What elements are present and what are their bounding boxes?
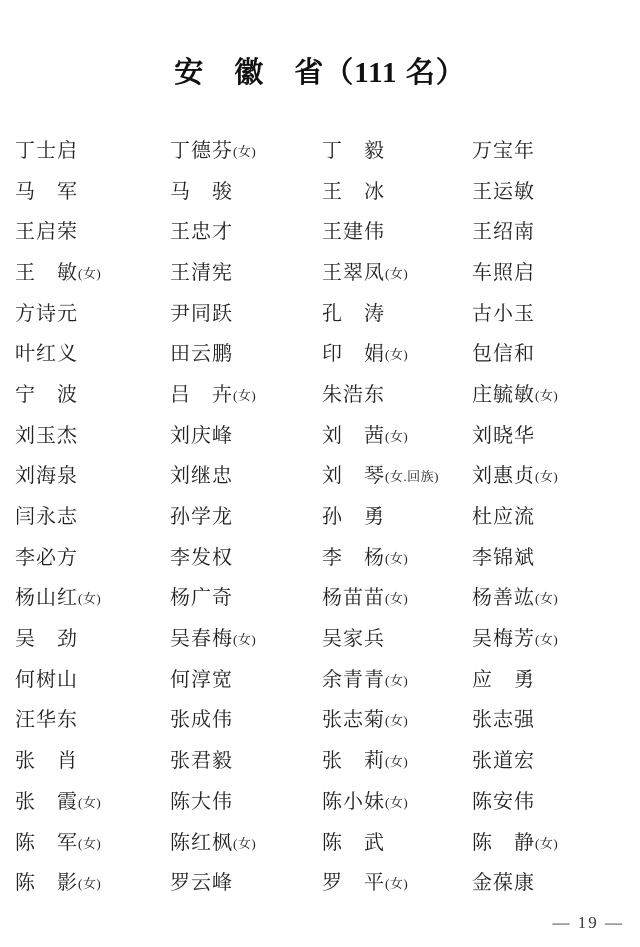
person-name: 杨山红 bbox=[15, 587, 78, 610]
person-name: 王 冰 bbox=[322, 180, 385, 203]
gender-note: (女) bbox=[385, 672, 409, 688]
name-entry bbox=[170, 209, 322, 250]
person-name: 方诗元 bbox=[15, 302, 78, 325]
name-entry bbox=[472, 535, 620, 576]
person-name: 闫永志 bbox=[15, 506, 78, 529]
gender-note: (女) bbox=[233, 632, 257, 648]
person-name: 张君毅 bbox=[170, 750, 233, 773]
name-entry bbox=[322, 738, 472, 779]
name-entry bbox=[322, 209, 472, 250]
person-name: 张志强 bbox=[472, 709, 535, 732]
gender-note: (女) bbox=[385, 428, 409, 444]
gender-note: (女) bbox=[385, 754, 409, 770]
person-name: 张 莉 bbox=[322, 750, 385, 773]
person-name: 丁德芬 bbox=[170, 139, 233, 162]
person-name: 陈大伟 bbox=[170, 790, 233, 813]
page-title: 安 徽 省（111 名） bbox=[174, 57, 466, 89]
person-name: 丁士启 bbox=[15, 139, 78, 162]
name-entry bbox=[472, 738, 620, 779]
person-name: 罗 平 bbox=[322, 872, 385, 895]
name-entry bbox=[322, 535, 472, 576]
person-name: 庄毓敏 bbox=[472, 383, 535, 406]
person-name: 应 勇 bbox=[472, 668, 535, 691]
gender-note: (女) bbox=[78, 591, 102, 607]
name-entry bbox=[15, 372, 170, 413]
person-name: 张 肖 bbox=[15, 750, 78, 773]
person-name: 王启荣 bbox=[15, 221, 78, 244]
name-entry bbox=[322, 250, 472, 291]
person-name: 吴梅芳 bbox=[472, 628, 535, 651]
person-name: 王清宪 bbox=[170, 261, 233, 284]
gender-note: (女) bbox=[233, 143, 257, 159]
person-name: 陈小妹 bbox=[322, 790, 385, 813]
person-name: 汪华东 bbox=[15, 709, 78, 732]
name-entry bbox=[322, 820, 472, 861]
name-entry bbox=[472, 209, 620, 250]
name-entry bbox=[472, 616, 620, 657]
name-entry bbox=[170, 820, 322, 861]
gender-note: (女) bbox=[535, 591, 559, 607]
name-entry bbox=[15, 779, 170, 820]
person-name: 包信和 bbox=[472, 343, 535, 366]
person-name: 吕 卉 bbox=[170, 383, 233, 406]
person-name: 刘玉杰 bbox=[15, 424, 78, 447]
name-entry bbox=[472, 454, 620, 495]
person-name: 杨苗苗 bbox=[322, 587, 385, 610]
gender-note: (女) bbox=[78, 835, 102, 851]
name-entry bbox=[472, 413, 620, 454]
person-name: 陈 影 bbox=[15, 872, 78, 895]
person-name: 李发权 bbox=[170, 546, 233, 569]
person-name: 孙学龙 bbox=[170, 506, 233, 529]
name-entry bbox=[472, 576, 620, 617]
person-name: 刘 茜 bbox=[322, 424, 385, 447]
person-name: 马 骏 bbox=[170, 180, 233, 203]
name-entry bbox=[15, 860, 170, 901]
gender-note: (女) bbox=[535, 835, 559, 851]
person-name: 马 军 bbox=[15, 180, 78, 203]
person-name: 孙 勇 bbox=[322, 506, 385, 529]
person-name: 尹同跃 bbox=[170, 302, 233, 325]
gender-note: (女) bbox=[385, 347, 409, 363]
person-name: 田云鹏 bbox=[170, 343, 233, 366]
person-name: 何树山 bbox=[15, 668, 78, 691]
person-name: 李锦斌 bbox=[472, 546, 535, 569]
name-entry bbox=[472, 291, 620, 332]
person-name: 王忠才 bbox=[170, 221, 233, 244]
name-entry bbox=[322, 128, 472, 169]
name-entry bbox=[170, 372, 322, 413]
gender-note: (女) bbox=[385, 876, 409, 892]
name-entry bbox=[15, 535, 170, 576]
gender-note: (女) bbox=[78, 794, 102, 810]
name-entry bbox=[15, 250, 170, 291]
person-name: 吴 劲 bbox=[15, 628, 78, 651]
name-entry bbox=[170, 616, 322, 657]
name-entry bbox=[15, 698, 170, 739]
person-name: 张志菊 bbox=[322, 709, 385, 732]
name-entry bbox=[170, 698, 322, 739]
person-name: 金葆康 bbox=[472, 872, 535, 895]
name-entry bbox=[15, 820, 170, 861]
name-entry bbox=[322, 331, 472, 372]
person-name: 王 敏 bbox=[15, 261, 78, 284]
name-entry bbox=[322, 860, 472, 901]
name-entry bbox=[15, 576, 170, 617]
person-name: 张道宏 bbox=[472, 750, 535, 773]
gender-note: (女) bbox=[385, 713, 409, 729]
name-entry bbox=[170, 250, 322, 291]
name-entry bbox=[170, 494, 322, 535]
name-entry bbox=[472, 372, 620, 413]
person-name: 王运敏 bbox=[472, 180, 535, 203]
name-entry bbox=[472, 657, 620, 698]
person-name: 刘 琴 bbox=[322, 465, 385, 488]
name-entry bbox=[322, 779, 472, 820]
person-name: 宁 波 bbox=[15, 383, 78, 406]
gender-note: (女) bbox=[233, 387, 257, 403]
name-entry bbox=[472, 331, 620, 372]
person-name: 陈安伟 bbox=[472, 790, 535, 813]
name-entry bbox=[472, 169, 620, 210]
person-name: 陈红枫 bbox=[170, 831, 233, 854]
name-entry bbox=[322, 576, 472, 617]
name-entry bbox=[322, 657, 472, 698]
person-name: 车照启 bbox=[472, 261, 535, 284]
name-entry bbox=[15, 454, 170, 495]
person-name: 丁 毅 bbox=[322, 139, 385, 162]
person-name: 王建伟 bbox=[322, 221, 385, 244]
name-entry bbox=[170, 657, 322, 698]
name-grid bbox=[15, 128, 620, 901]
gender-note: (女) bbox=[535, 632, 559, 648]
person-name: 刘晓华 bbox=[472, 424, 535, 447]
name-entry bbox=[170, 331, 322, 372]
name-entry bbox=[322, 169, 472, 210]
gender-note: (女) bbox=[385, 265, 409, 281]
person-name: 陈 静 bbox=[472, 831, 535, 854]
name-entry bbox=[472, 250, 620, 291]
name-entry bbox=[170, 860, 322, 901]
name-entry bbox=[15, 291, 170, 332]
person-name: 孔 涛 bbox=[322, 302, 385, 325]
name-entry bbox=[322, 372, 472, 413]
gender-note: (女) bbox=[385, 550, 409, 566]
name-entry bbox=[170, 128, 322, 169]
name-entry bbox=[472, 860, 620, 901]
name-entry bbox=[170, 576, 322, 617]
name-entry bbox=[322, 413, 472, 454]
name-entry bbox=[472, 698, 620, 739]
person-name: 王翠凤 bbox=[322, 261, 385, 284]
person-name: 叶红义 bbox=[15, 343, 78, 366]
person-name: 刘惠贞 bbox=[472, 465, 535, 488]
name-entry bbox=[170, 738, 322, 779]
person-name: 李必方 bbox=[15, 546, 78, 569]
name-entry bbox=[472, 128, 620, 169]
person-name: 李 杨 bbox=[322, 546, 385, 569]
person-name: 杨广奇 bbox=[170, 587, 233, 610]
person-name: 王绍南 bbox=[472, 221, 535, 244]
name-entry bbox=[322, 291, 472, 332]
name-entry bbox=[15, 738, 170, 779]
gender-note: (女) bbox=[535, 387, 559, 403]
person-name: 杜应流 bbox=[472, 506, 535, 529]
person-name: 余青青 bbox=[322, 668, 385, 691]
person-name: 陈 武 bbox=[322, 831, 385, 854]
person-name: 古小玉 bbox=[472, 302, 535, 325]
gender-note: (女) bbox=[78, 876, 102, 892]
gender-note: (女) bbox=[385, 591, 409, 607]
name-entry bbox=[472, 494, 620, 535]
person-name: 刘继忠 bbox=[170, 465, 233, 488]
person-name: 张 霞 bbox=[15, 790, 78, 813]
gender-note: (女) bbox=[535, 469, 559, 485]
name-entry bbox=[15, 169, 170, 210]
person-name: 罗云峰 bbox=[170, 872, 233, 895]
name-entry bbox=[170, 413, 322, 454]
person-name: 刘海泉 bbox=[15, 465, 78, 488]
person-name: 印 娟 bbox=[322, 343, 385, 366]
name-entry bbox=[170, 291, 322, 332]
person-name: 陈 军 bbox=[15, 831, 78, 854]
gender-note: (女) bbox=[78, 265, 102, 281]
gender-note: (女) bbox=[233, 835, 257, 851]
name-entry bbox=[170, 169, 322, 210]
person-name: 朱浩东 bbox=[322, 383, 385, 406]
person-name: 吴春梅 bbox=[170, 628, 233, 651]
gender-note: (女) bbox=[385, 794, 409, 810]
name-entry bbox=[15, 128, 170, 169]
name-entry bbox=[15, 413, 170, 454]
person-name: 万宝年 bbox=[472, 139, 535, 162]
gender-note: (女.回族) bbox=[385, 469, 439, 485]
name-entry bbox=[322, 698, 472, 739]
page-number: — 19 — bbox=[552, 913, 624, 932]
person-name: 吴家兵 bbox=[322, 628, 385, 651]
name-entry bbox=[15, 494, 170, 535]
name-entry bbox=[472, 820, 620, 861]
name-entry bbox=[170, 535, 322, 576]
person-name: 张成伟 bbox=[170, 709, 233, 732]
name-entry bbox=[322, 494, 472, 535]
person-name: 杨善竑 bbox=[472, 587, 535, 610]
name-entry bbox=[15, 209, 170, 250]
name-entry bbox=[15, 657, 170, 698]
name-entry bbox=[472, 779, 620, 820]
name-entry bbox=[170, 779, 322, 820]
name-entry bbox=[15, 331, 170, 372]
name-entry bbox=[322, 454, 472, 495]
person-name: 刘庆峰 bbox=[170, 424, 233, 447]
name-entry bbox=[322, 616, 472, 657]
name-entry bbox=[15, 616, 170, 657]
person-name: 何淳宽 bbox=[170, 668, 233, 691]
name-entry bbox=[170, 454, 322, 495]
